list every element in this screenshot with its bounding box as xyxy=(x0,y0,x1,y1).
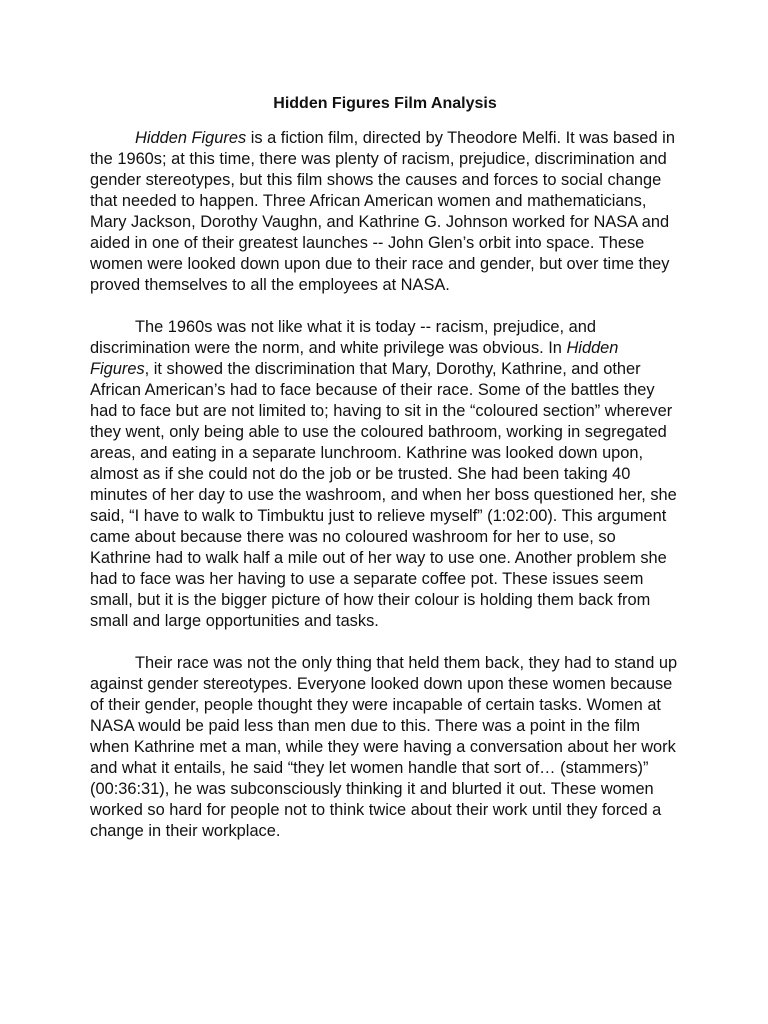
paragraph-3 xyxy=(90,653,680,842)
film-title-italic: Hidden Figures xyxy=(90,339,619,378)
paragraph-2-text-end: , it showed the discrimination that Mary, Dorothy, Kathrine, and other African American’s had to face because of their race. Some of the battles they had to face but are not limited to; having to sit in the “coloured section” wherever they went, only being able to use the coloured bathroom, working in segregated areas, and eating in a separate lunchroom. Kathrine was looked down upon, almost as if she could not do the job or be trusted. She had been taking 40 minutes of her day to use the washroom, and when her boss questioned her, she said, “I have to walk to Timbuktu just to relieve myself” (1:02:00). This argument came about because there was no coloured washroom for her to use, so Kathrine had to walk half a mile out of her way to use one. Another problem she had to face was her having to use a separate coffee pot. These issues seem small, but it is the bigger picture of how their colour is holding them back from small and large opportunities and tasks. xyxy=(90,360,677,630)
paragraph-1 xyxy=(90,128,680,296)
paragraph-3-text: Their race was not the only thing that held them back, they had to stand up against gender stereotypes. Everyone looked down upon these women because of their gender, people thought they were incapable of certain tasks. Women at NASA would be paid less than men due to this. There was a point in the film when Kathrine met a man, while they were having a conversation about her work and what it entails, he said “they let women handle that sort of… (stammers)” (00:36:31), he was subconsciously thinking it and blurted it out. These women worked so hard for people not to think twice about their work until they forced a change in their workplace. xyxy=(90,654,678,840)
paragraph-2-text-start: The 1960s was not like what it is today -- racism, prejudice, and discrimination were the norm, and white privilege was obvious. In xyxy=(90,318,596,357)
document-title: Hidden Figures Film Analysis xyxy=(273,95,497,112)
paragraph-1-text: is a fiction film, directed by Theodore Melfi. It was based in the 1960s; at this time, there was plenty of racism, prejudice, discrimination and gender stereotypes, but this film shows the causes and forces to social change that needed to happen. Three African American women and mathematicians, Mary Jackson, Dorothy Vaughn, and Kathrine G. Johnson worked for NASA and aided in one of their greatest launches -- John Glen’s orbit into space. These women were looked down upon due to their race and gender, but over time they proved themselves to all the employees at NASA. xyxy=(90,129,675,294)
film-title-italic: Hidden Figures xyxy=(135,129,247,147)
document-body xyxy=(90,93,680,863)
paragraph-2 xyxy=(90,317,680,632)
